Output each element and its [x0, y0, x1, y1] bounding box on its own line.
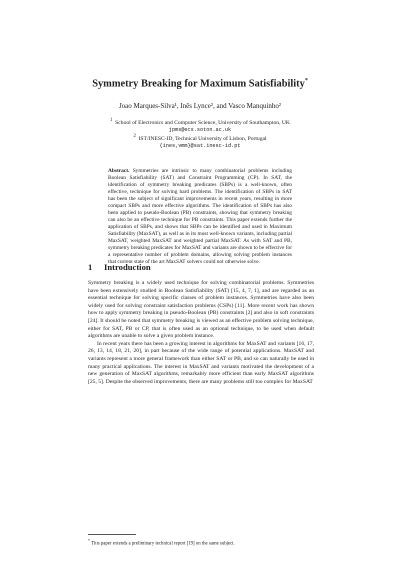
paragraph: Symmetry breaking is a widely used technique for solving combinatorial problems. Symmetries have been extensively studied in Boolean Satisfiability (SAT) [15, 4, 7, 1], and are regarded as an essential technique for solving specific classes of problem instances. Symmetries have also been widely used for solving constraint satisfaction problems (CSPs) [11]. More recent work has shown how to apply symmetry breaking in pseudo-Boolean (PB) constraints [2] and also in soft constraints [24]. It should be noted that symmetry breaking is viewed as an effective problem solving technique, either for SAT, PB or CP, that is often used as an optional technique, to be used when default algorithms are unable to solve a given problem instance. — [88, 280, 314, 340]
affiliation-email: jpms@ecs.soton.ac.uk — [168, 126, 232, 133]
affiliation-mark: 2 — [133, 134, 136, 139]
footnote-text: This paper extends a preliminary technical report [19] on the same subject. — [91, 541, 235, 547]
affiliation-mark: 1 — [110, 118, 113, 123]
section-number: 1 — [88, 262, 93, 272]
affiliation-text: School of Electronics and Computer Science, University of Southampton, UK — [115, 119, 290, 126]
affiliation-text: IST/INESC-ID, Technical University of Lisbon, Portugal — [138, 135, 267, 142]
abstract — [108, 168, 292, 266]
affiliation-2 — [60, 133, 340, 150]
footnote-rule — [88, 534, 136, 535]
section-title: Introduction — [104, 262, 151, 272]
body-text — [88, 280, 314, 386]
footnote-mark: * — [88, 538, 90, 543]
section-heading — [88, 262, 151, 272]
affiliation-email: {ines,vmm}@sat.inesc-id.pt — [159, 142, 241, 149]
abstract-label: Abstract. — [108, 168, 130, 174]
paper-title: Symmetry Breaking for Maximum Satisfiability* — [92, 78, 308, 90]
abstract-text: Symmetries are intrinsic to many combinatorial problems including Boolean Satisfiability (SAT) and Constraint Programming (CP). In SAT, the identification of symmetry breaking predicates (SBPs) is a well-known, often effective, technique for solving hard problems. The identification of SBPs in SAT has been the subject of significant improvements in recent years, resulting in more compact SBPs and more effective algorithms. The identification of SBPs has also been applied to pseudo-Boolean (PB) constraints, showing that symmetry breaking can also be an effective technique for PB constraints. This paper extends further the application of SBPs, and shows that SBPs can be identified and used in Maximum Satisfiability (MaxSAT), as well as in its most well-known variants, including partial MaxSAT, weighted MaxSAT and weighted partial MaxSAT. As with SAT and PB, symmetry breaking predicates for MaxSAT and variants are shown to be effective for a representative number of problem domains, allowing solving problem instances that current state of the art MaxSAT solvers could not otherwise solve. — [108, 168, 292, 265]
affiliation-1 — [60, 117, 340, 134]
paragraph: In recent years there has been a growing interest in algorithms for MaxSAT and variants [16, 17, 26, 13, 14, 18, 21, 20], in part because of the wide range of potential applications. MaxSAT and variants represent a more general framework than either SAT or PB, and so can naturally be used in many practical applications. The interest in MaxSAT and variants motivated the development of a new generation of MaxSAT algorithms, remarkably more efficient than early MaxSAT algorithms [25, 5]. Despite the observed improvements, there are many problems still too complex for MaxSAT — [88, 340, 314, 385]
author-list: Joao Marques-Silva¹, Inês Lynce², and Vasco Manquinho² — [118, 102, 282, 110]
title-footnote-mark: * — [304, 78, 308, 84]
footnote — [88, 538, 314, 548]
